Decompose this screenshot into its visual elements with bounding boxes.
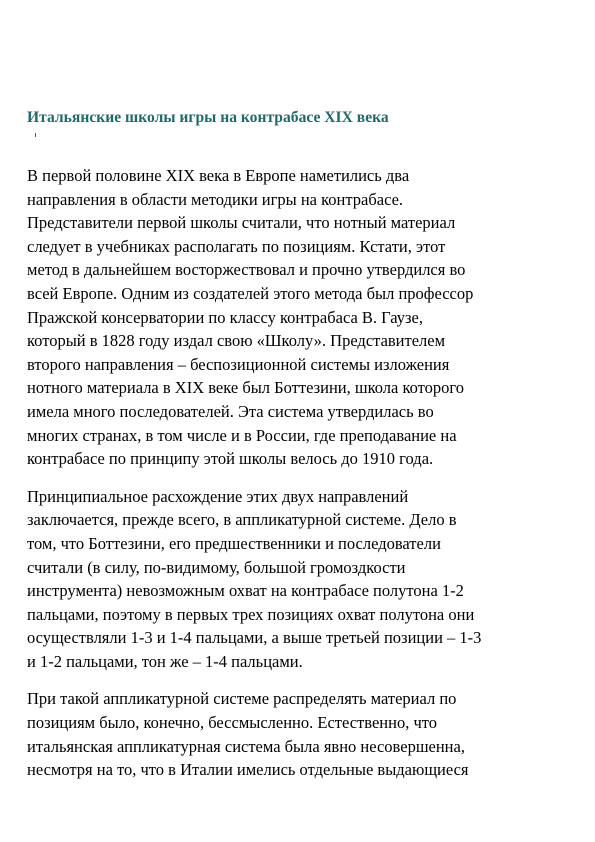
text-line: многих странах, в том числе и в России, где преподавание на	[27, 425, 457, 445]
paragraph-3	[27, 687, 572, 781]
paragraph-1	[27, 164, 572, 471]
text-line: метод в дальнейшем восторжествовал и прочно утвердился во	[27, 260, 466, 280]
text-line: второго направления – беспозиционной системы изложения	[27, 354, 450, 374]
text-line: том, что Боттезини, его предшественники и последователи	[27, 533, 441, 553]
text-line: направления в области методики игры на контрабасе.	[27, 189, 404, 209]
text-line: Принципиальное расхождение этих двух направлений	[27, 486, 409, 506]
text-line: заключается, прежде всего, в аппликатурной системе. Дело в	[27, 510, 457, 530]
text-line: При такой аппликатурной системе распределять материал по	[27, 689, 457, 709]
document-body	[27, 164, 572, 796]
text-line: осуществляли 1-3 и 1-4 пальцами, а выше третьей позиции – 1-3	[27, 628, 482, 648]
text-line: всей Европе. Одним из создателей этого метода был профессор	[27, 283, 474, 303]
text-line: и 1-2 пальцами, тон же – 1-4 пальцами.	[27, 651, 303, 671]
text-line: нотного материала в XIX веке был Боттезини, школа которого	[27, 378, 465, 398]
paragraph-2	[27, 485, 572, 674]
text-line: имела много последователей. Эта система утвердилась во	[27, 401, 434, 421]
text-line: итальянская аппликатурная система была явно несовершенна,	[27, 736, 465, 756]
text-line: который в 1828 году издал свою «Школу». Представителем	[27, 331, 446, 351]
text-line: Представители первой школы считали, что нотный материал	[27, 213, 456, 233]
text-line: Пражской консерватории по классу контрабаса В. Гаузе,	[27, 307, 424, 327]
text-line: пальцами, поэтому в первых трех позициях охват полутона они	[27, 604, 475, 624]
text-line: считали (в силу, по-видимому, большой громоздкости	[27, 557, 406, 577]
text-line: следует в учебниках располагать по позициям. Кстати, этот	[27, 236, 446, 256]
text-line: несмотря на то, что в Италии имелись отдельные выдающиеся	[27, 760, 469, 780]
text-line: контрабасе по принципу этой школы велось до 1910 года.	[27, 449, 434, 469]
text-line: инструмента) невозможным охват на контрабасе полутона 1-2	[27, 581, 464, 601]
text-line: позициям было, конечно, бессмысленно. Естественно, что	[27, 713, 437, 733]
page-title: Итальянские школы игры на контрабасе XIX века	[27, 109, 389, 126]
decorative-tick-mark	[35, 133, 36, 137]
text-line: В первой половине XIX века в Европе наметились два	[27, 166, 410, 185]
